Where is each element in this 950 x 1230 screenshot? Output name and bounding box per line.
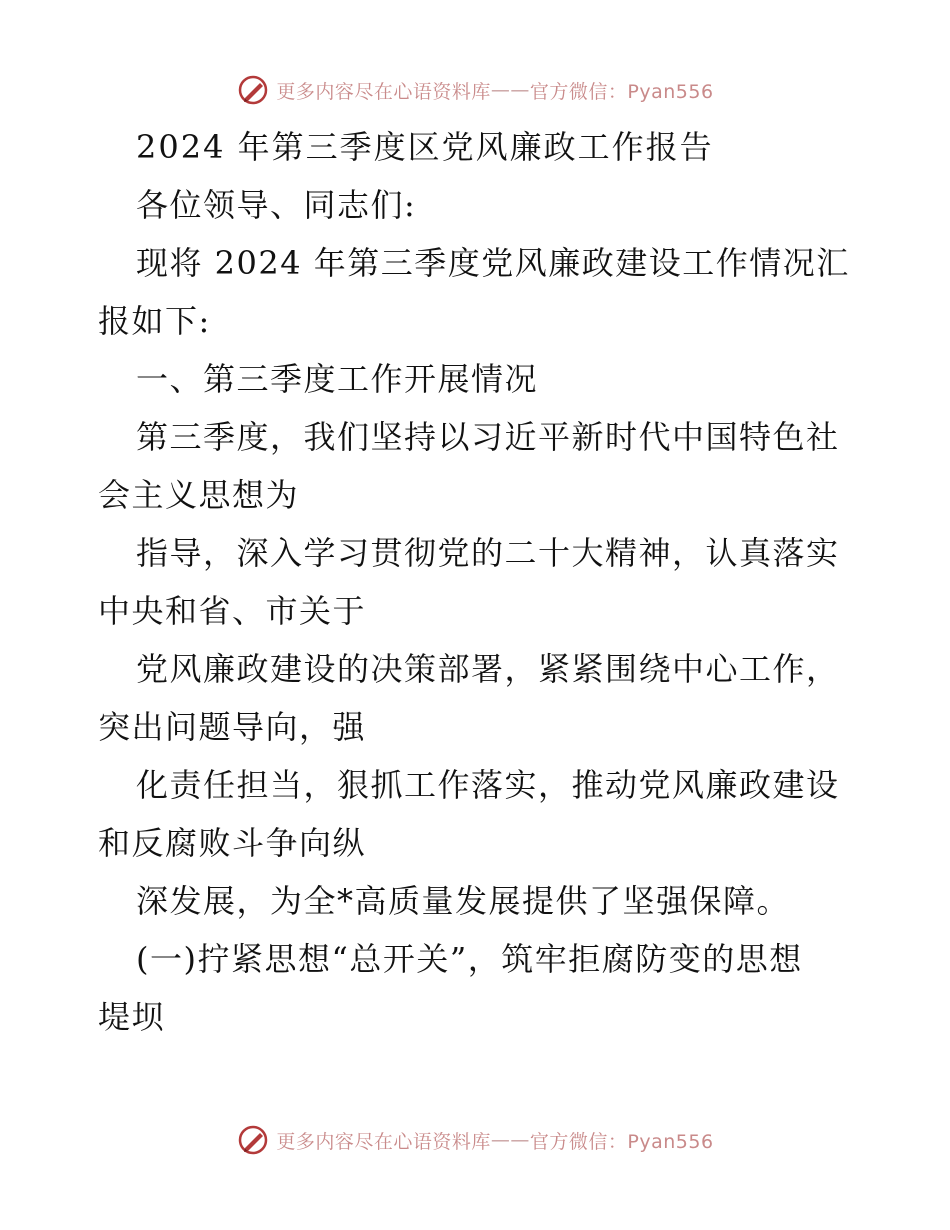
subsection-heading: (一)拧紧思想“总开关”，筑牢拒腐防变的思想 <box>136 940 803 978</box>
paragraph-line: 会主义思想为 <box>98 476 300 514</box>
pen-circle-logo-icon <box>236 1123 270 1157</box>
section-heading: 一、第三季度工作开展情况 <box>136 360 539 398</box>
watermark-separator: —— <box>490 79 530 101</box>
paragraph-line: 党风廉政建设的决策部署，紧紧围绕中心工作， <box>136 650 840 688</box>
watermark-wechat: 官方微信：Pyan556 <box>529 1130 714 1153</box>
watermark-wechat: 官方微信：Pyan556 <box>529 80 714 103</box>
paragraph-line: 现将 2024 年第三季度党风廉政建设工作情况汇 <box>136 244 850 282</box>
paragraph-line: 和反腐败斗争向纵 <box>98 824 367 862</box>
watermark-header <box>0 70 950 110</box>
watermark-footer <box>0 1120 950 1160</box>
document-body <box>98 118 858 1046</box>
paragraph-line: 化责任担当，狠抓工作落实，推动党风廉政建设 <box>136 766 840 804</box>
paragraph-line: 堤坝 <box>98 998 166 1036</box>
watermark-text: 更多内容尽在心语资料库 <box>276 1130 491 1153</box>
paragraph-line: 中央和省、市关于 <box>98 592 367 630</box>
paragraph-line: 深发展，为全*高质量发展提供了坚强保障。 <box>136 882 791 920</box>
document-title: 2024 年第三季度区党风廉政工作报告 <box>136 128 714 166</box>
paragraph-line: 第三季度，我们坚持以习近平新时代中国特色社 <box>136 418 840 456</box>
watermark-text: 更多内容尽在心语资料库 <box>276 80 491 103</box>
paragraph-line: 突出问题导向，强 <box>98 708 367 746</box>
paragraph-line: 指导，深入学习贯彻党的二十大精神，认真落实 <box>136 534 840 572</box>
document-salutation: 各位领导、同志们: <box>136 186 417 224</box>
paragraph-line: 报如下: <box>98 302 211 340</box>
watermark-separator: —— <box>490 1129 530 1151</box>
pen-circle-logo-icon <box>236 73 270 107</box>
